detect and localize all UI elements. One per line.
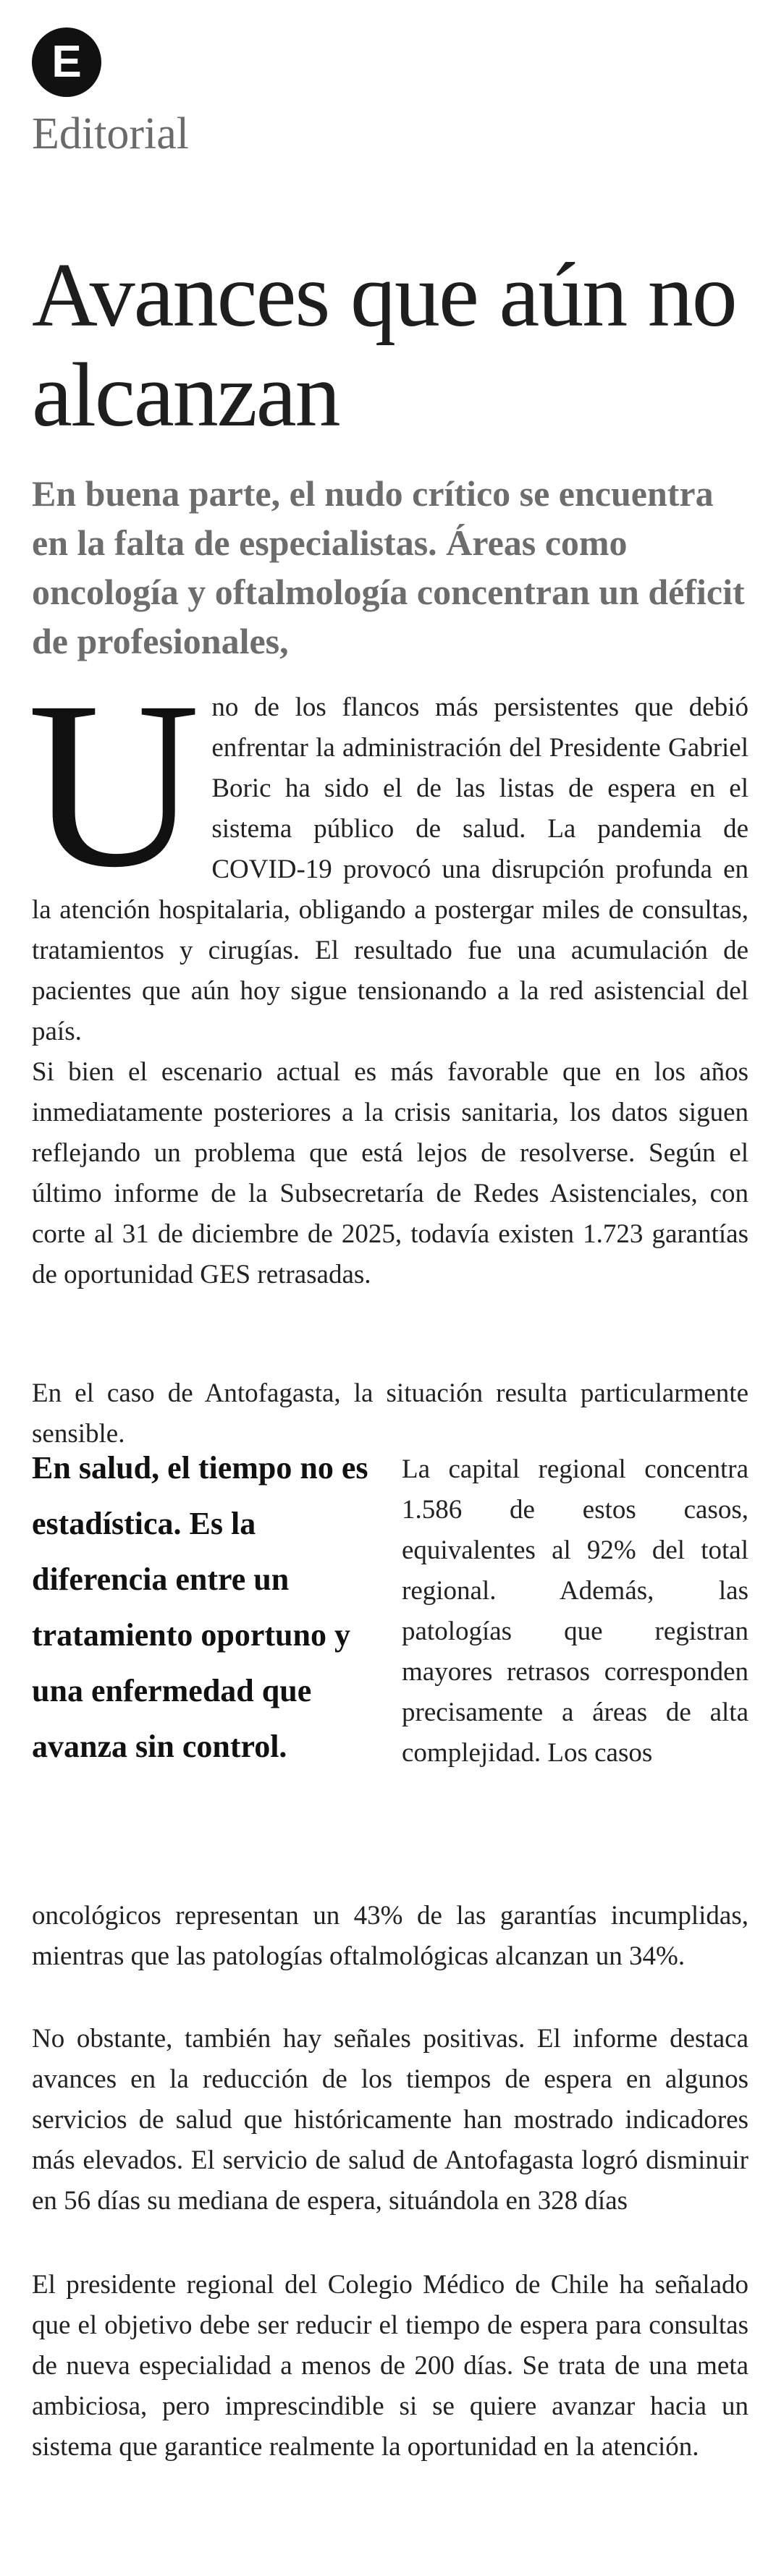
section-label: Editorial [32,109,189,158]
paragraph-3-end: oncológicos representan un 43% de las garantías incumplidas, mientras que las patologías oftalmológicas alcanzan un 34%. [32,1901,748,1971]
paragraph-4: No obstante, también hay señales positivas. El informe destaca avances en la reducción de los tiempos de espera en algunos servicios de salud que históricamente han mostrado indicadores más elevados. El servicio de salud de Antofagasta logró disminuir en 56 días su mediana de espera, situándola en 328 días [32,2024,748,2216]
section-badge: E [32,27,101,97]
paragraph-3-start: En el caso de Antofagasta, la situación resulta particularmente sensible. [32,1378,748,1449]
paragraph-3-side: La capital regional concentra 1.586 de estos casos, equivalentes al 92% del total regional. Además, las patologías que registran mayores retrasos corresponden precisamente a áreas de alta complejidad. Los casos [402,1454,748,1768]
pull-quote-text: En salud, el tiempo no es estadística. Es la diferencia entre un tratamiento oportuno y una enfermedad que avanza sin control. [32,1450,368,1764]
paragraph-1: no de los flancos más persistentes que debió enfrentar la administración del Presidente Gabriel Boric ha sido el de las listas de espera en el sistema público de salud. La pandemia de COVID-19 provocó una disrupción profunda en la atención hospitalaria, obligando a postergar miles de consultas, tratamientos y cirugías. El resultado fue una acumulación de pacientes que aún hoy sigue tensionando a la red asistencial del país. [32,692,748,1046]
pull-quote [32,1440,372,1774]
article-body-top [28,653,748,1295]
drop-cap: U [28,653,201,917]
article-title: Avances que aún no alcanzan [32,245,736,446]
paragraph-5: El presidente regional del Colegio Médico de Chile ha señalado que el objetivo debe ser reducir el tiempo de espera para consultas de nueva especialidad a menos de 200 días. Se trata de una meta ambiciosa, pero imprescindible si se quiere avanzar hacia un sistema que garantice realmente la oportunidad en la atención. [32,2270,748,2462]
article-lead: En buena parte, el nudo crítico se encuentra en la falta de especialistas. Áreas como oncología y oftalmología concentran un déficit de profesionales, [32,473,745,661]
paragraph-2: Si bien el escenario actual es más favorable que en los años inmediatamente posteriores a la crisis sanitaria, los datos siguen reflejando un problema que está lejos de resolverse. Según el último informe de la Subsecretaría de Redes Asistenciales, con corte al 31 de diciembre de 2025, todavía existen 1.723 garantías de oportunidad GES retrasadas. [32,1057,748,1289]
